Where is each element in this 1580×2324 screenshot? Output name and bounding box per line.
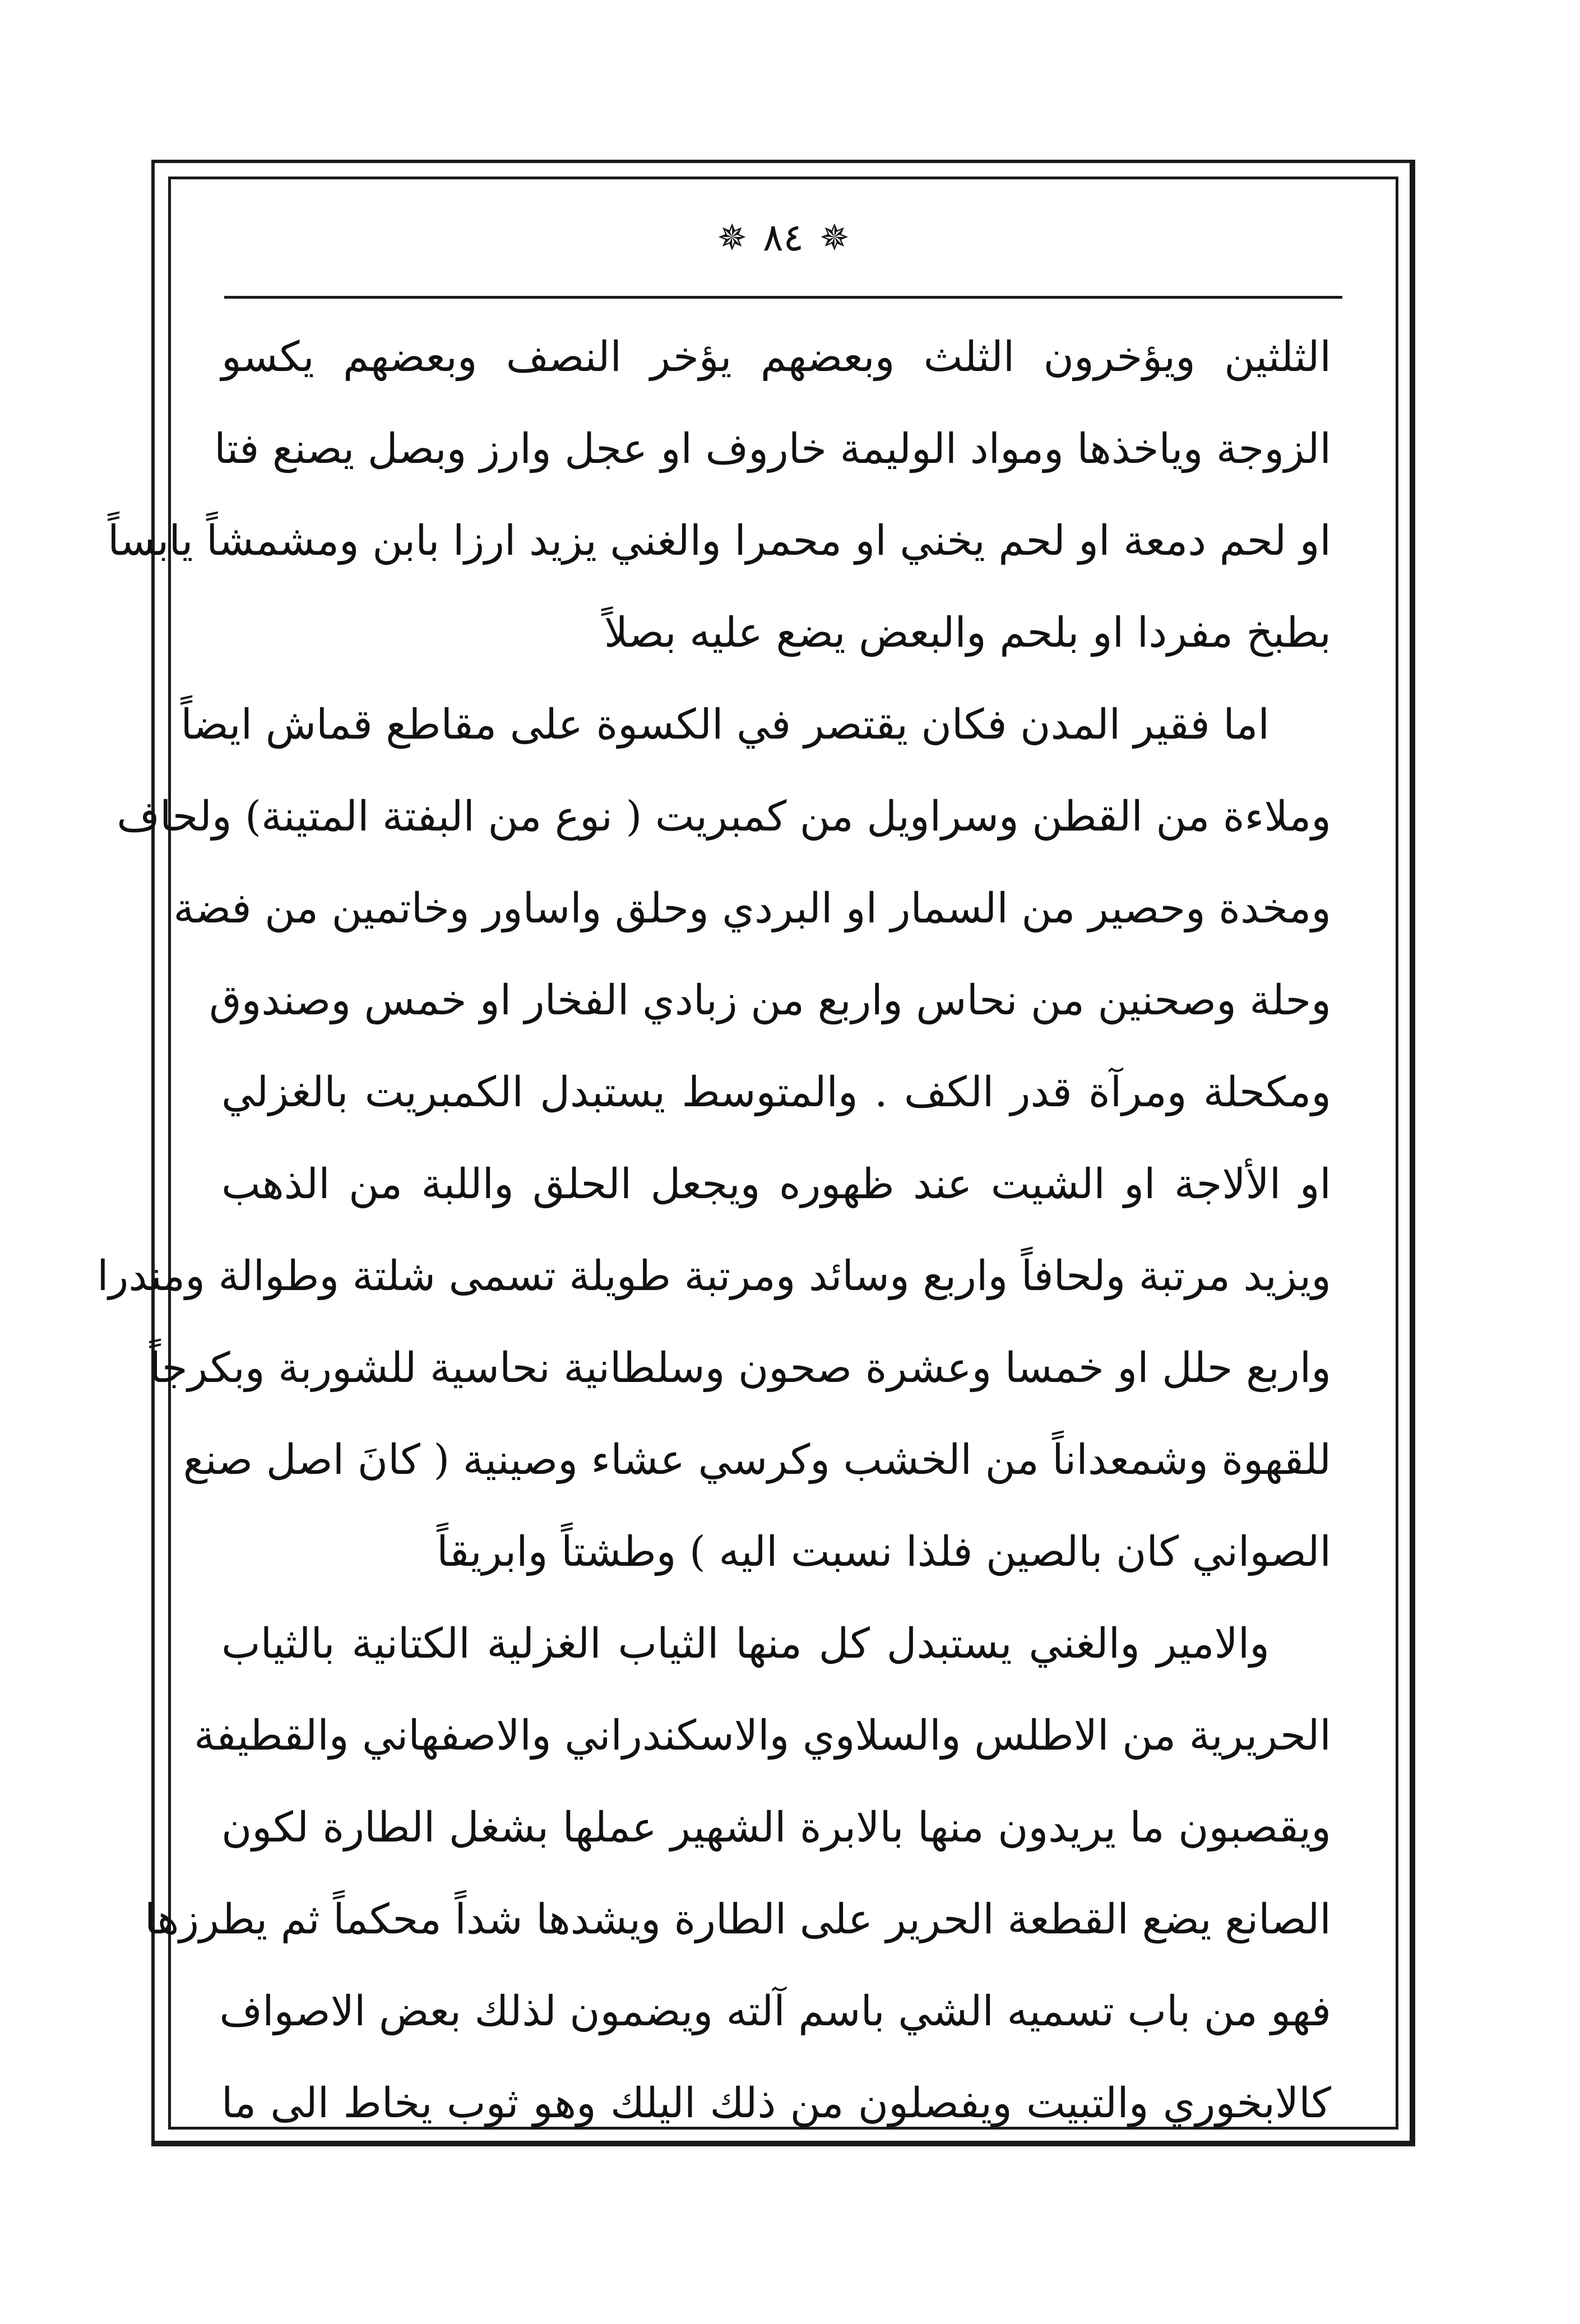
page-header [168,207,1398,269]
text-line: فهو من باب تسميه الشي باسم آلته ويضمون لذلك بعض الاصواف [219,1987,1331,2035]
text-line: ومخدة وحصير من السمار او البردي وحلق واساور وخاتمين من فضة [173,884,1331,933]
star-ornament-icon: ✵ [819,217,850,259]
paragraph-start-line: اما فقير المدن فكان يقتصر في الكسوة على مقاطع قماش ايضاً [180,701,1269,749]
text-line: بطبخ مفردا او بلحم والبعض يضع عليه بصلاً [604,609,1331,657]
text-line: او لحم دمعة او لحم يخني او محمرا والغني يزيد ارزا بابن ومشمشاً يابساً [108,517,1331,565]
text-line: ويقصبون ما يريدون منها بالابرة الشهير عملها بشغل الطارة لكون [221,1803,1331,1852]
header-rule [224,296,1342,299]
text-line: ومكحلة ومرآة قدر الكف . والمتوسط يستبدل الكمبريت بالغزلي [221,1068,1331,1116]
text-line: وحلة وصحنين من نحاس واربع من زبادي الفخار او خمس وصندوق [209,976,1331,1024]
body-text [97,311,1331,2127]
text-line: الثلثين ويؤخرون الثلث وبعضهم يؤخر النصف وبعضهم يكسو [221,333,1331,381]
text-line: الصانع يضع القطعة الحرير على الطارة ويشدها شداً محكماً ثم يطرزها [144,1895,1331,1943]
text-line: للقهوة وشمعداناً من الخشب وكرسي عشاء وصينية ( كانَ اصل صنع [183,1436,1331,1484]
text-line: وملاءة من القطن وسراويل من كمبريت ( نوع من البفتة المتينة) ولحاف [117,792,1331,841]
text-line: الحريرية من الاطلس والسلاوي والاسكندراني والاصفهاني والقطيفة [194,1711,1331,1760]
page-number: ٨٤ [762,216,804,260]
text-line: الصواني كان بالصين فلذا نسبت اليه ) وطشتاً وابريقاً [437,1528,1331,1576]
text-line: واربع حلل او خمسا وعشرة صحون وسلطانية نحاسية للشوربة وبكرجاً [149,1344,1331,1392]
star-ornament-icon: ✵ [717,217,747,259]
text-line: او الألاجة او الشيت عند ظهوره ويجعل الحلق واللبة من الذهب [221,1160,1331,1208]
text-line: كالابخوري والتبيت ويفصلون من ذلك اليلك وهو ثوب يخاط الى ما [221,2079,1331,2127]
text-line: ويزيد مرتبة ولحافاً واربع وسائد ومرتبة طويلة تسمى شلتة وطوالة ومندرا [97,1252,1331,1300]
text-line: الزوجة وياخذها ومواد الوليمة خاروف او عجل وارز وبصل يصنع فتا [214,425,1331,473]
paragraph-start-line: والامير والغني يستبدل كل منها الثياب الغزلية الكتانية بالثياب [221,1620,1269,1668]
